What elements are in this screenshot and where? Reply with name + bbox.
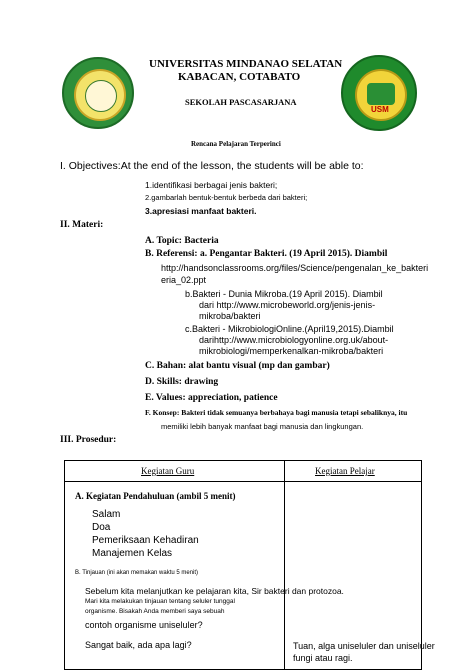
pelajar-text-line1: Tuan, alga uniseluler dan uniseluler (293, 641, 435, 651)
objective-item-1: 1.identifikasi berbagai jenis bakteri; (145, 180, 278, 190)
guru-text-line5: Sangat baik, ada apa lagi? (85, 640, 192, 650)
a-item-salam: Salam (92, 509, 121, 520)
school-name: SEKOLAH PASCASARJANA (185, 97, 297, 107)
prosedur-table (64, 460, 435, 670)
guru-text-line4: contoh organisme uniseluler? (85, 620, 203, 630)
a-item-manajemen: Manajemen Kelas (92, 548, 173, 559)
university-name: UNIVERSITAS MINDANAO SELATAN (149, 58, 343, 70)
materi-reference-a-link: http://handsonclassrooms.org/files/Science/pengenalan_ke_bakteri (161, 263, 429, 273)
objectives-heading: I. Objectives:At the end of the lesson, the students will be able to: (60, 160, 364, 172)
materi-konsep-line1: F. Konsep: Bakteri tidak semuanya berbahaya bagi manusia tetapi sebaliknya, itu (145, 408, 408, 417)
materi-reference-a-link-end: eria_02.ppt (161, 275, 207, 285)
guru-text-line1: Sebelum kita melanjutkan ke pelajaran kita, Sir bakteri dan protozoa. (85, 586, 344, 596)
materi-reference-b-line2: dari http://www.microbeworld.org/jenis-jenis- (199, 300, 376, 310)
materi-values: E. Values: appreciation, patience (145, 393, 278, 403)
a-item-doa: Doa (92, 522, 111, 533)
prosedur-heading: III. Prosedur: (60, 435, 117, 445)
materi-reference-b-line1: b.Bakteri - Dunia Mikroba.(19 April 2015). Diambil (185, 289, 383, 299)
materi-skills: D. Skills: drawing (145, 377, 219, 387)
materi-topic: A. Topic: Bacteria (145, 236, 219, 246)
section-b-heading: B. Tinjauan (ini akan memakan waktu 5 menit) (75, 570, 199, 576)
university-seal-logo (62, 57, 134, 129)
section-a-heading: A. Kegiatan Pendahuluan (ambil 5 menit) (75, 491, 236, 501)
logo-usm-text: USM (371, 105, 389, 114)
materi-reference-c-line2: darihttp://www.microbiologyonline.org.uk/about- (199, 335, 389, 345)
guru-text-line2: Mari kita melakukan tinjauan tentang seluler tunggal (85, 598, 235, 605)
column-header-guru: Kegiatan Guru (141, 466, 195, 476)
table-column-divider (284, 461, 285, 669)
objective-item-2: 2.gambarlah bentuk-bentuk berbeda dari bakteri; (145, 193, 308, 202)
guru-text-line3: organisme. Bisakah Anda memberi saya sebuah (85, 608, 225, 615)
objective-item-3: 3.apresiasi manfaat bakteri. (145, 206, 257, 216)
a-item-kehadiran: Pemeriksaan Kehadiran (92, 535, 199, 546)
document-title: Rencana Pelajaran Terperinci (191, 140, 281, 148)
materi-reference-c-line3: mikrobiologi/memperkenalkan-mikroba/bakteri (199, 346, 384, 356)
pelajar-text-line2: fungi atau ragi. (293, 653, 353, 663)
materi-reference-a-line1: B. Referensi: a. Pengantar Bakteri. (19 April 2015). Diambil (145, 249, 388, 259)
table-header-rule (65, 481, 421, 482)
materi-reference-c-line1: c.Bakteri - MikrobiologiOnline.(April19,2015).Diambil (185, 324, 394, 334)
column-header-pelajar: Kegiatan Pelajar (315, 466, 375, 476)
materi-heading: II. Materi: (60, 220, 104, 230)
university-city: KABACAN, COTABATO (178, 71, 301, 83)
graduate-school-seal-logo (341, 55, 417, 131)
materi-reference-b-line3: mikroba/bakteri (199, 311, 261, 321)
materi-konsep-line2: memiliki lebih banyak manfaat bagi manusia dan lingkungan. (161, 422, 364, 431)
materi-bahan: C. Bahan: alat bantu visual (mp dan gambar) (145, 361, 330, 371)
